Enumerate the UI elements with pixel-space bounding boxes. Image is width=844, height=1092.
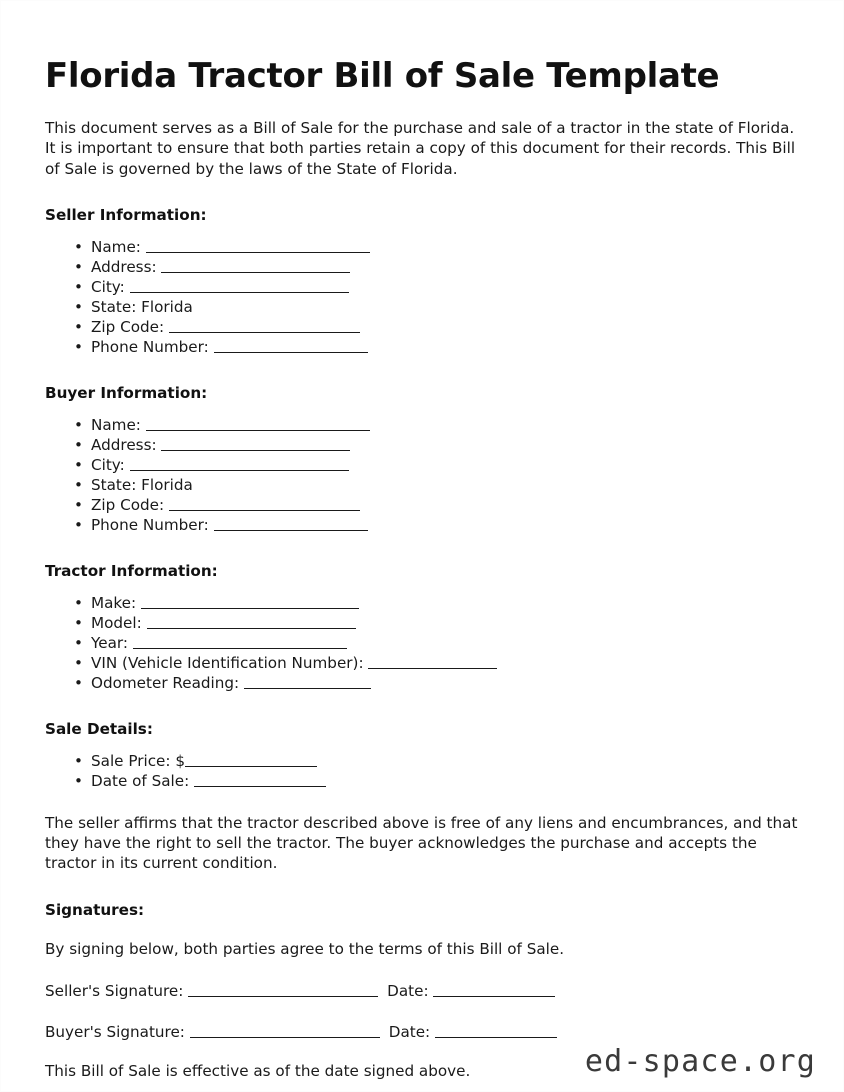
date-blank-line[interactable] bbox=[435, 1025, 557, 1038]
signature-row bbox=[45, 1022, 799, 1042]
field-label: Odometer Reading: bbox=[91, 673, 244, 692]
intro-paragraph: This document serves as a Bill of Sale for the purchase and sale of a tractor in the state of Florida. It is important to ensure that both parties retain a copy of this document for their records. This Bill of Sale is governed by the laws of the State of Florida. bbox=[45, 119, 796, 178]
bullet-icon: • bbox=[74, 455, 83, 474]
field-label: Address: bbox=[91, 435, 162, 454]
date-label: Date: bbox=[388, 1022, 435, 1041]
bullet-icon: • bbox=[74, 613, 83, 632]
bullet-icon: • bbox=[74, 771, 83, 790]
tractor-information-heading: Tractor Information: bbox=[45, 561, 218, 580]
closing-paragraph: This Bill of Sale is effective as of the date signed above. bbox=[45, 1061, 471, 1080]
bullet-icon: • bbox=[74, 317, 83, 336]
field-label: Phone Number: bbox=[91, 515, 214, 534]
field-blank-line[interactable] bbox=[169, 320, 360, 333]
affirmation-paragraph: The seller affirms that the tractor described above is free of any liens and encumbrances, and that they have the right to sell the tractor. The buyer acknowledges the purchase and accepts the tractor in its current condition. bbox=[45, 813, 798, 873]
field-list-item bbox=[45, 277, 799, 297]
signature-agreement-text: By signing below, both parties agree to the terms of this Bill of Sale. bbox=[45, 940, 565, 959]
field-label: Model: bbox=[91, 613, 147, 632]
field-label: Zip Code: bbox=[91, 317, 169, 336]
tractor-information-list bbox=[45, 593, 799, 693]
field-label: Year: bbox=[91, 633, 133, 652]
bullet-icon: • bbox=[74, 751, 83, 770]
bullet-icon: • bbox=[74, 633, 83, 652]
field-list-item bbox=[45, 297, 799, 317]
field-blank-line[interactable] bbox=[133, 636, 347, 649]
field-label: City: bbox=[91, 277, 130, 296]
bullet-icon: • bbox=[74, 593, 83, 612]
field-blank-line[interactable] bbox=[161, 260, 350, 273]
field-label: State: bbox=[91, 297, 142, 316]
signature-label: Seller's Signature: bbox=[45, 981, 189, 1000]
field-value: Florida bbox=[141, 475, 193, 494]
field-list-item bbox=[45, 515, 799, 535]
field-list-item bbox=[45, 237, 799, 257]
field-blank-line[interactable] bbox=[244, 676, 371, 689]
sale-details-list bbox=[45, 751, 799, 791]
bullet-icon: • bbox=[74, 297, 83, 316]
page-title: Florida Tractor Bill of Sale Template bbox=[45, 56, 720, 96]
field-list-item bbox=[45, 455, 799, 475]
field-list-item bbox=[45, 257, 799, 277]
field-blank-line[interactable] bbox=[146, 418, 370, 431]
signature-blank-line[interactable] bbox=[190, 1025, 380, 1038]
bullet-icon: • bbox=[74, 337, 83, 356]
field-list-item bbox=[45, 653, 799, 673]
site-watermark: ed-space.org bbox=[584, 1044, 816, 1079]
field-label: Make: bbox=[91, 593, 141, 612]
field-list-item bbox=[45, 495, 799, 515]
sale-details-heading: Sale Details: bbox=[45, 719, 153, 738]
field-label: Address: bbox=[91, 257, 162, 276]
field-list-item bbox=[45, 415, 799, 435]
seller-information-list bbox=[45, 237, 799, 357]
field-label: VIN (Vehicle Identification Number): bbox=[91, 653, 369, 672]
bullet-icon: • bbox=[74, 673, 83, 692]
field-blank-line[interactable] bbox=[130, 280, 349, 293]
field-list-item bbox=[45, 613, 799, 633]
field-list-item bbox=[45, 633, 799, 653]
field-list-item bbox=[45, 751, 799, 771]
bullet-icon: • bbox=[74, 495, 83, 514]
field-value: Florida bbox=[141, 297, 193, 316]
bullet-icon: • bbox=[74, 257, 83, 276]
bullet-icon: • bbox=[74, 435, 83, 454]
field-blank-line[interactable] bbox=[185, 754, 317, 767]
field-blank-line[interactable] bbox=[147, 616, 356, 629]
field-label: State: bbox=[91, 475, 142, 494]
document-content bbox=[45, 0, 799, 1081]
field-label: Zip Code: bbox=[91, 495, 169, 514]
field-label: Date of Sale: bbox=[91, 771, 195, 790]
bullet-icon: • bbox=[74, 237, 83, 256]
field-list-item bbox=[45, 771, 799, 791]
field-blank-line[interactable] bbox=[169, 498, 360, 511]
seller-information-heading: Seller Information: bbox=[45, 205, 207, 224]
field-list-item bbox=[45, 435, 799, 455]
bullet-icon: • bbox=[74, 277, 83, 296]
signature-label: Buyer's Signature: bbox=[45, 1022, 190, 1041]
signature-row bbox=[45, 981, 799, 1001]
field-blank-line[interactable] bbox=[214, 340, 368, 353]
field-label: City: bbox=[91, 455, 130, 474]
field-blank-line[interactable] bbox=[141, 596, 359, 609]
bullet-icon: • bbox=[74, 515, 83, 534]
field-blank-line[interactable] bbox=[194, 774, 326, 787]
date-blank-line[interactable] bbox=[433, 984, 555, 997]
field-list-item bbox=[45, 593, 799, 613]
field-blank-line[interactable] bbox=[130, 458, 349, 471]
signature-rows bbox=[45, 981, 799, 1042]
field-list-item bbox=[45, 337, 799, 357]
signatures-heading: Signatures: bbox=[45, 901, 145, 920]
field-blank-line[interactable] bbox=[368, 656, 497, 669]
field-label: Sale Price: $ bbox=[91, 751, 185, 770]
buyer-information-heading: Buyer Information: bbox=[45, 383, 208, 402]
field-list-item bbox=[45, 317, 799, 337]
field-list-item bbox=[45, 673, 799, 693]
date-label: Date: bbox=[387, 981, 434, 1000]
bullet-icon: • bbox=[74, 475, 83, 494]
buyer-information-list bbox=[45, 415, 799, 535]
signature-blank-line[interactable] bbox=[188, 984, 378, 997]
bullet-icon: • bbox=[74, 415, 83, 434]
field-label: Phone Number: bbox=[91, 337, 214, 356]
field-blank-line[interactable] bbox=[146, 240, 370, 253]
bullet-icon: • bbox=[74, 653, 83, 672]
field-blank-line[interactable] bbox=[161, 438, 350, 451]
field-blank-line[interactable] bbox=[214, 518, 368, 531]
field-label: Name: bbox=[91, 237, 146, 256]
field-list-item bbox=[45, 475, 799, 495]
field-label: Name: bbox=[91, 415, 146, 434]
